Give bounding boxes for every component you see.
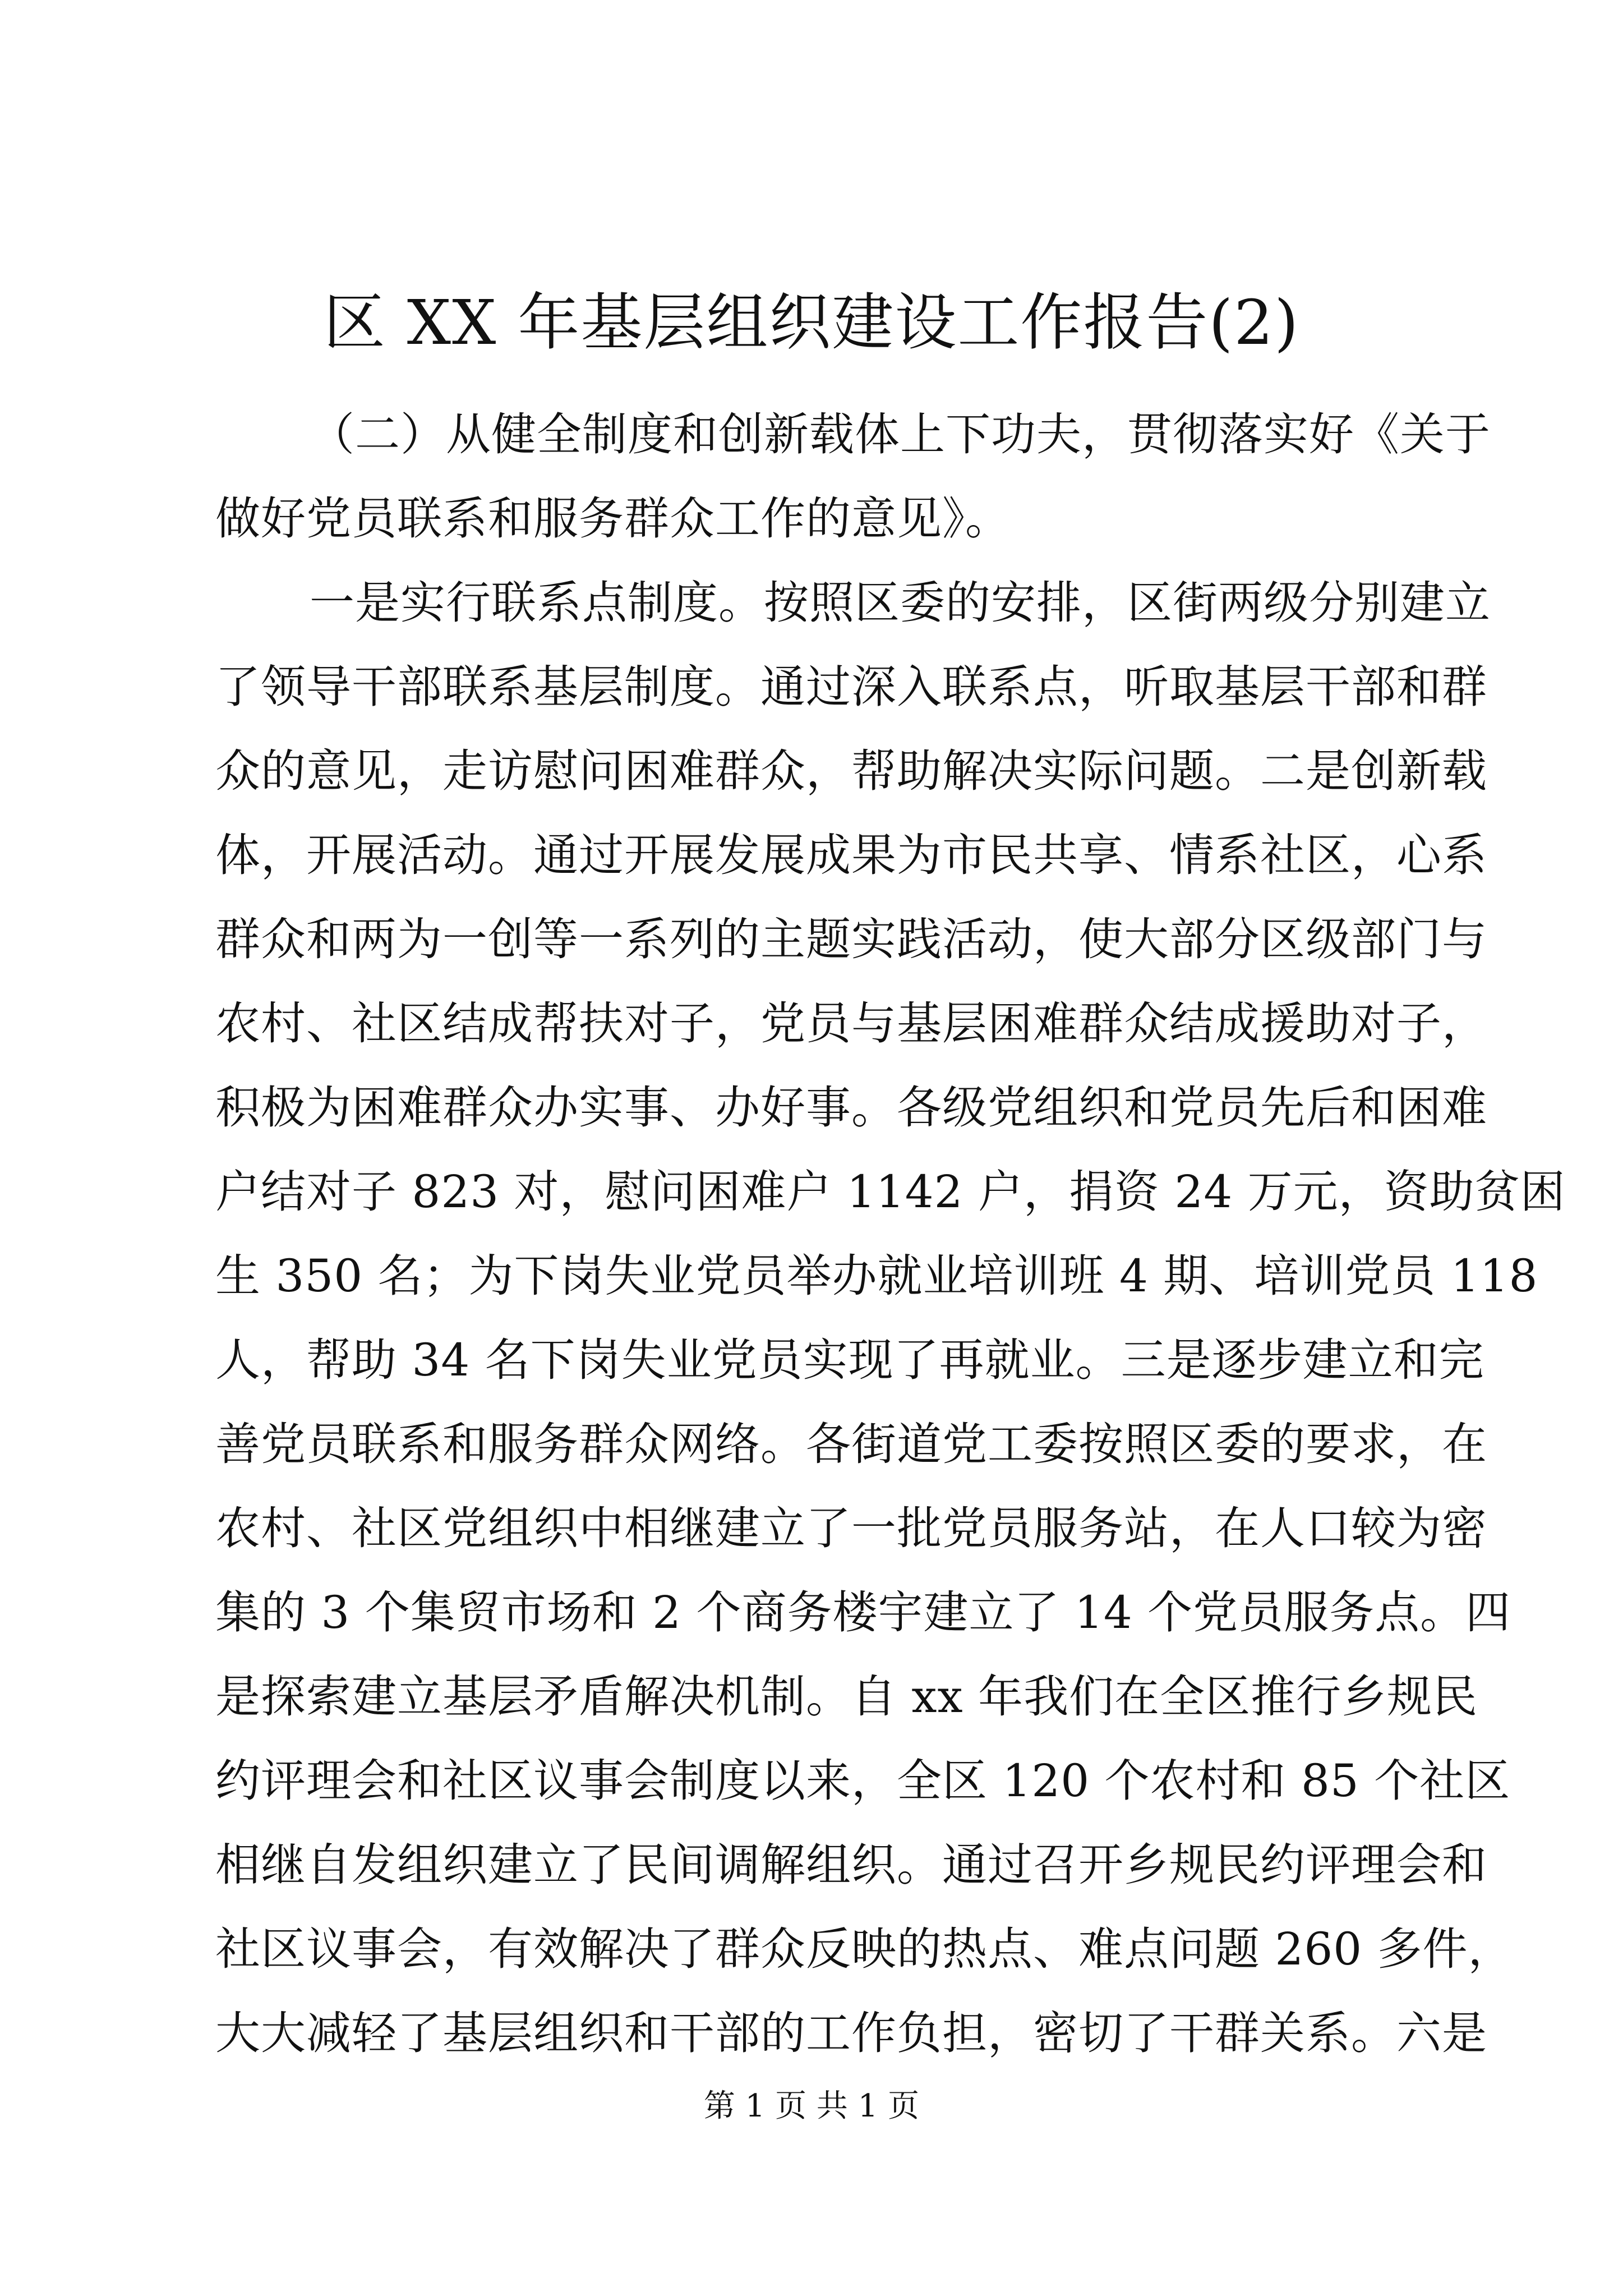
paragraph-line: 体，开展活动。通过开展发展成果为市民共享、情系社区，心系 xyxy=(215,829,1487,881)
paragraph-line: 农村、社区结成帮扶对子，党员与基层困难群众结成援助对子， xyxy=(215,997,1487,1050)
paragraph-line: 生 350 名；为下岗失业党员举办就业培训班 4 期、培训党员 118 xyxy=(215,1250,1538,1302)
document-title: 区 XX 年基层组织建设工作报告(2) xyxy=(323,287,1300,358)
paragraph-line: 善党员联系和服务群众网络。各街道党工委按照区委的要求，在 xyxy=(215,1418,1487,1470)
paragraph-line: 相继自发组织建立了民间调解组织。通过召开乡规民约评理会和 xyxy=(215,1839,1487,1891)
paragraph-line: 户结对子 823 对，慰问困难户 1142 户，捐资 24 万元，资助贫困 xyxy=(215,1166,1566,1218)
paragraph-line: 一是实行联系点制度。按照区委的安排，区街两级分别建立 xyxy=(310,577,1491,629)
paragraph-line: 农村、社区党组织中相继建立了一批党员服务站，在人口较为密 xyxy=(215,1502,1487,1554)
paragraph-line: 社区议事会，有效解决了群众反映的热点、难点问题 260 多件， xyxy=(215,1923,1514,1975)
paragraph-line: 大大减轻了基层组织和干部的工作负担，密切了干群关系。六是 xyxy=(215,2007,1487,2059)
paragraph-line: 人，帮助 34 名下岗失业党员实现了再就业。三是逐步建立和完 xyxy=(215,1334,1484,1386)
paragraph-line: 群众和两为一创等一系列的主题实践活动，使大部分区级部门与 xyxy=(215,913,1487,965)
paragraph-line: 众的意见，走访慰问困难群众，帮助解决实际问题。二是创新载 xyxy=(215,745,1487,797)
paragraph-line: 做好党员联系和服务群众工作的意见》。 xyxy=(215,493,1011,545)
paragraph-line: （二）从健全制度和创新载体上下功夫，贯彻落实好《关于 xyxy=(310,408,1491,461)
paragraph-line: 约评理会和社区议事会制度以来，全区 120 个农村和 85 个社区 xyxy=(215,1755,1511,1807)
paragraph-line: 是探索建立基层矛盾解决机制。自 xx 年我们在全区推行乡规民 xyxy=(215,1671,1478,1723)
paragraph-line: 了领导干部联系基层制度。通过深入联系点，听取基层干部和群 xyxy=(215,661,1487,713)
page-footer: 第 1 页 共 1 页 xyxy=(703,2088,920,2124)
paragraph-line: 集的 3 个集贸市场和 2 个商务楼宇建立了 14 个党员服务点。四 xyxy=(215,1586,1511,1639)
paragraph-line: 积极为困难群众办实事、办好事。各级党组织和党员先后和困难 xyxy=(215,1082,1487,1134)
